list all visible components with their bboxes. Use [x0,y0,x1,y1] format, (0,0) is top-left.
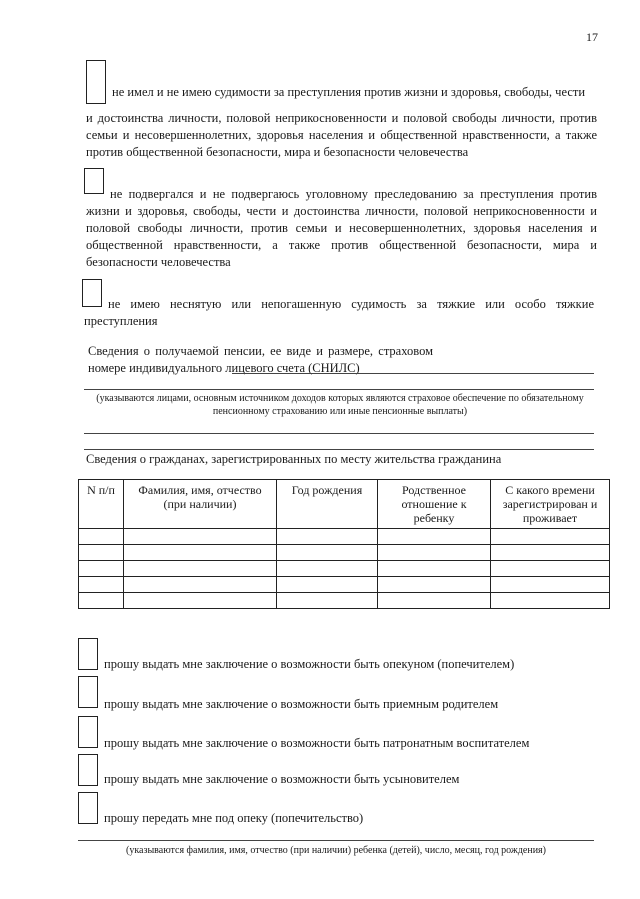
residents-title: Сведения о гражданах, зарегистрированных по месту жительства гражданина [86,452,502,466]
table-row [79,593,610,609]
residents-table-header [79,480,610,529]
child-info-line[interactable] [78,840,594,841]
request-foster-parent-text: прошу выдать мне заключение о возможности быть приемным родителем [104,697,499,711]
table-row [79,577,610,593]
table-cell[interactable] [378,593,491,609]
table-cell[interactable] [79,545,124,561]
col-birth-year: Год рождения [277,480,378,529]
declaration-1-text-first: не имел и не имею судимости за преступления против жизни и здоровья, свободы, чести [112,85,586,99]
table-cell[interactable] [491,561,610,577]
table-cell[interactable] [378,545,491,561]
table-cell[interactable] [491,577,610,593]
pension-line-1[interactable] [232,373,594,374]
table-cell[interactable] [277,561,378,577]
request-adoption-text: прошу выдать мне заключение о возможности быть усыновителем [104,772,460,786]
pension-note: (указываются лицами, основным источником доходов которых являются страховое обеспечение по обязательному пенсионному страхованию или иные пенсионные выплаты) [96,393,584,417]
request-guardian-text: прошу выдать мне заключение о возможности быть опекуном (попечителем) [104,657,515,671]
table-cell[interactable] [124,545,277,561]
table-cell[interactable] [79,577,124,593]
request-custody-text: прошу передать мне под опеку (попечительство) [104,811,364,825]
col-name: Фамилия, имя, отчество (при наличии) [124,480,277,529]
pension-line-3[interactable] [84,433,594,434]
col-registered-since: С какого времени зарегистрирован и проживает [491,480,610,529]
page-number: 17 [586,30,598,44]
declaration-1-checkbox[interactable] [86,60,106,104]
table-cell[interactable] [79,529,124,545]
table-row [79,545,610,561]
table-cell[interactable] [277,593,378,609]
request-patronage-text: прошу выдать мне заключение о возможности быть патронатным воспитателем [104,736,530,750]
request-adoption-checkbox[interactable] [78,754,98,786]
table-cell[interactable] [378,529,491,545]
col-number: N п/п [79,480,124,529]
request-foster-parent-checkbox[interactable] [78,676,98,708]
col-relation: Родственное отношение к ребенку [378,480,491,529]
table-cell[interactable] [277,545,378,561]
pension-label: Сведения о получаемой пенсии, ее виде и размере, страховом номере индивидуального лицевого счета (СНИЛС) [88,344,433,375]
table-cell[interactable] [124,529,277,545]
pension-line-4[interactable] [84,449,594,450]
table-cell[interactable] [277,577,378,593]
table-cell[interactable] [79,593,124,609]
child-info-note: (указываются фамилия, имя, отчество (при наличии) ребенка (детей), число, месяц, год рождения) [126,845,546,856]
table-cell[interactable] [378,561,491,577]
request-patronage-checkbox[interactable] [78,716,98,748]
table-cell[interactable] [491,529,610,545]
table-row [79,529,610,545]
declaration-3-text: не имею неснятую или непогашенную судимость за тяжкие или особо тяжкие преступления [84,297,594,328]
table-cell[interactable] [124,577,277,593]
table-cell[interactable] [378,577,491,593]
table-cell[interactable] [277,529,378,545]
table-cell[interactable] [124,593,277,609]
request-custody-checkbox[interactable] [78,792,98,824]
declaration-1-text-rest: и достоинства личности, половой неприкосновенности и половой свободы личности, против семьи и несовершеннолетних, здоровья населения и общественной нравственности, а также против общественной безопасности, мира и безопасности человечества [86,111,597,159]
table-cell[interactable] [79,561,124,577]
table-cell[interactable] [491,545,610,561]
declaration-2-text: не подвергался и не подвергаюсь уголовному преследованию за преступления против жизни и здоровья, свободы, чести и достоинства личности, половой неприкосновенности и половой свободы личности, против семьи и несовершеннолетних, здоровья населения и общественной нравственности, а также против общественной безопасности, мира и безопасности человечества [86,187,597,269]
table-cell[interactable] [124,561,277,577]
residents-table [78,479,610,609]
pension-line-2[interactable] [84,389,594,390]
table-row [79,561,610,577]
request-guardian-checkbox[interactable] [78,638,98,670]
table-cell[interactable] [491,593,610,609]
